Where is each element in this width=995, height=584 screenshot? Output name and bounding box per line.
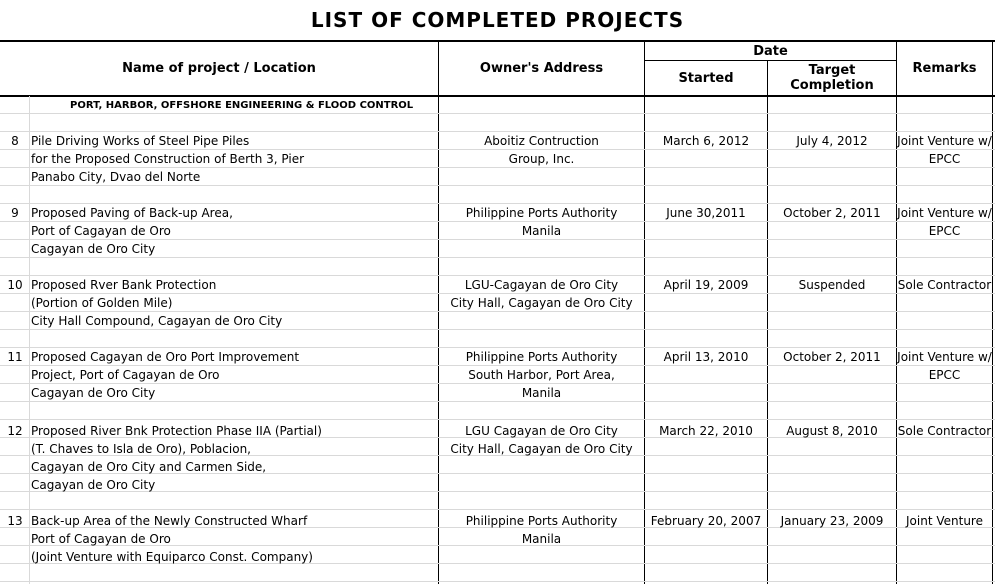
date-started: April 13, 2010 [663, 350, 749, 364]
column-line [896, 40, 897, 584]
page-title: LIST OF COMPLETED PROJECTS [310, 8, 685, 32]
gridline [0, 509, 995, 510]
project-name-line: Port of Cagayan de Oro [31, 532, 171, 546]
remarks-line: Joint Venture w/ [897, 206, 992, 220]
project-name-line: Port of Cagayan de Oro [31, 224, 171, 238]
project-name-line: Proposed Paving of Back-up Area, [31, 206, 233, 220]
project-name-line: (Portion of Golden Mile) [31, 296, 173, 310]
project-number: 11 [7, 350, 23, 364]
date-started: March 6, 2012 [662, 134, 750, 148]
remarks-line: Joint Venture w/ [897, 350, 992, 364]
project-number: 13 [7, 514, 23, 528]
owner-address-line: LGU-Cagayan de Oro City [464, 278, 619, 292]
column-line [992, 40, 993, 584]
gridline [0, 113, 995, 114]
project-name-line: Pile Driving Works of Steel Pipe Piles [31, 134, 250, 148]
project-name-line: City Hall Compound, Cagayan de Oro City [31, 314, 283, 328]
date-target-completion: August 8, 2010 [786, 424, 878, 438]
date-target-completion: October 2, 2011 [783, 350, 881, 364]
project-name-line: for the Proposed Construction of Berth 3, Pier [31, 152, 305, 166]
project-number: 12 [7, 424, 23, 438]
date-target-completion: October 2, 2011 [783, 206, 881, 220]
owner-address-line: Philippine Ports Authority [465, 206, 618, 220]
gridline [29, 96, 30, 584]
date-target-completion: July 4, 2012 [796, 134, 868, 148]
remarks-line: EPCC [928, 368, 961, 382]
project-name-line: Panabo City, Dvao del Norte [31, 170, 201, 184]
column-line [438, 40, 439, 584]
project-name-line: (T. Chaves to Isla de Oro), Poblacion, [31, 442, 251, 456]
project-name-line: Back-up Area of the Newly Constructed Wharf [31, 514, 308, 528]
owner-address-line: South Harbor, Port Area, [468, 368, 615, 382]
remarks-line: EPCC [928, 152, 961, 166]
header-target-completion: Target Completion [790, 63, 874, 93]
date-started: June 30,2011 [666, 206, 746, 220]
owner-address-line: Manila [521, 532, 562, 546]
project-name-line: Proposed Rver Bank Protection [31, 278, 217, 292]
header-remarks: Remarks [912, 61, 977, 76]
remarks-line: Sole Contractor [897, 424, 992, 438]
section-heading: PORT, HARBOR, OFFSHORE ENGINEERING & FLOOD CONTROL [70, 100, 414, 111]
remarks-line: Joint Venture [906, 514, 983, 528]
project-name-line: Cagayan de Oro City and Carmen Side, [31, 460, 267, 474]
date-started: February 20, 2007 [650, 514, 762, 528]
owner-address-line: Philippine Ports Authority [465, 350, 618, 364]
date-started: March 22, 2010 [659, 424, 753, 438]
project-number: 8 [11, 134, 19, 148]
date-target-completion: January 23, 2009 [780, 514, 884, 528]
project-name-line: Project, Port of Cagayan de Oro [31, 368, 220, 382]
date-started: April 19, 2009 [663, 278, 749, 292]
project-name-line: (Joint Venture with Equiparco Const. Company) [31, 550, 313, 564]
project-name-line: Cagayan de Oro City [31, 386, 156, 400]
header-name-location: Name of project / Location [122, 61, 316, 76]
header-owner-address: Owner's Address [479, 61, 604, 76]
project-name-line: Proposed River Bnk Protection Phase IIA (Partial) [31, 424, 322, 438]
project-number: 10 [7, 278, 23, 292]
owner-address-line: City Hall, Cagayan de Oro City [450, 442, 633, 456]
owner-address-line: Aboitiz Contruction [484, 134, 599, 148]
owner-address-line: Group, Inc. [508, 152, 575, 166]
remarks-line: Sole Contractor [897, 278, 992, 292]
remarks-line: EPCC [928, 224, 961, 238]
project-name-line: Cagayan de Oro City [31, 478, 156, 492]
remarks-line: Joint Venture w/ [897, 134, 992, 148]
project-name-line: Cagayan de Oro City [31, 242, 156, 256]
owner-address-line: Manila [521, 386, 562, 400]
gridline [0, 581, 995, 582]
project-name-line: Proposed Cagayan de Oro Port Improvement [31, 350, 300, 364]
owner-address-line: Manila [521, 224, 562, 238]
column-line [644, 40, 645, 584]
project-number: 9 [11, 206, 19, 220]
header-date: Date [753, 43, 788, 59]
owner-address-line: LGU Cagayan de Oro City [465, 424, 618, 438]
gridline [0, 419, 995, 420]
owner-address-line: City Hall, Cagayan de Oro City [450, 296, 633, 310]
header-bottom-border [0, 95, 995, 97]
header-started: Started [678, 70, 734, 86]
date-target-completion: Suspended [798, 278, 866, 292]
owner-address-line: Philippine Ports Authority [465, 514, 618, 528]
